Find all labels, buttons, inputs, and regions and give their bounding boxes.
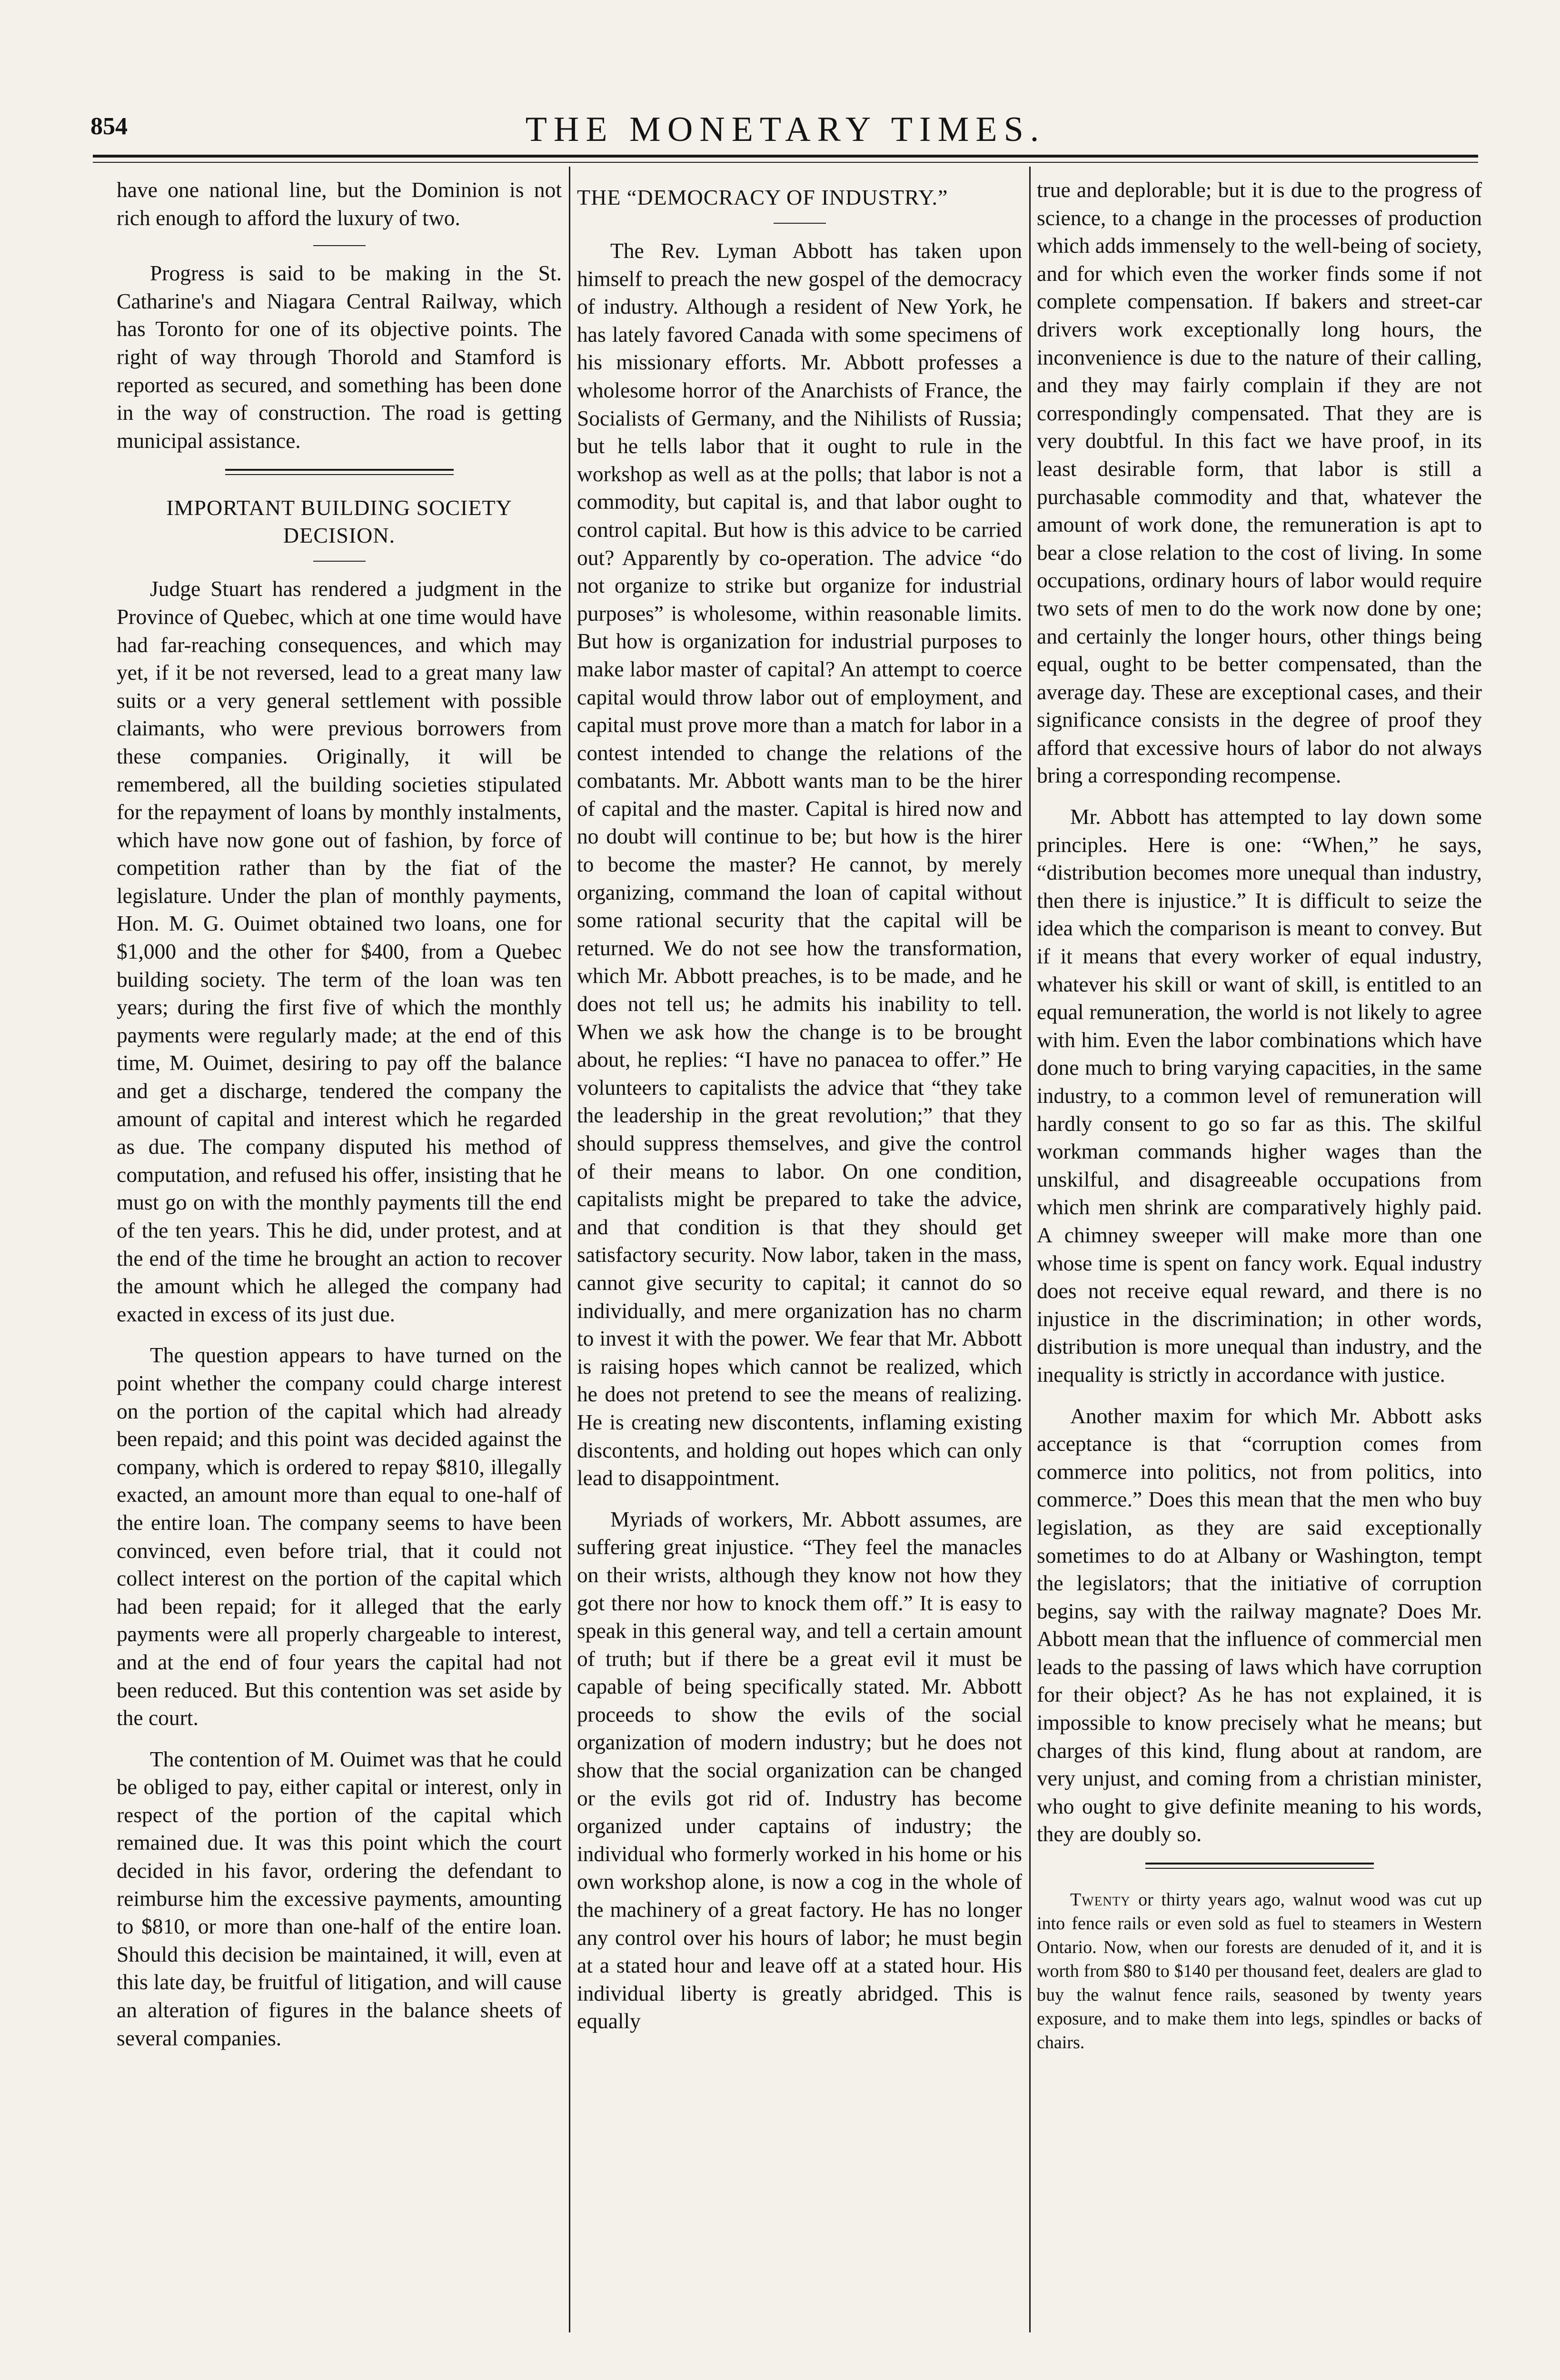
- paragraph: The question appears to have turned on the point whether the company could charge interest on the portion of the capital which had already been repaid; and this point was decided against the company, which is ordered to repay $810, illegally exacted, an amount more than equal to one-half of the entire loan. The company seems to have been convinced, even before trial, that it could not collect interest on the portion of the capital which had been repaid; for it alleged that the early payments were all properly chargeable to interest, and at the end of four years the capital had not been reduced. But this contention was set aside by the court.: [117, 1343, 562, 1730]
- column-divider-2: [1029, 167, 1031, 2332]
- paragraph: The Rev. Lyman Abbott has taken upon himself to preach the new gospel of the democracy of industry. Although a resident of New York, he has lately favored Canada with some specimens of his missionary efforts. Mr. Abbott professes a wholesome horror of the Anarchists of France, the Socialists of Germany, and the Nihilists of Russia; but he tells labor that it ought to rule in the workshop as well as at the polls; that labor is not a commodity, but capital is, and that labor ought to control capital. But how is this advice to be carried out? Apparently by co-operation. The advice “do not organize to strike but organize for industrial purposes” is wholesome, within reasonable limits. But how is organization for industrial purposes to make labor master of capital? An attempt to coerce capital would throw labor out of employment, and capital must prove more than a match for labor in a contest intended to change the relations of the combatants. Mr. Abbott wants man to be the hirer of capital and the master. Capital is hired now and no doubt will continue to be; but how is the hirer to become the master? He cannot, by merely organizing, command the loan of capital without some rational security that the capital will be returned. We do not see how the transformation, which Mr. Abbott preaches, is to be made, and he does not tell us; he admits his inability to tell. When we ask how the change is to be brought about, he replies: “I have no panacea to offer.” He volunteers to capitalists the advice that “they take the leadership in the great revolution;” that they should suppress themselves, and give the control of their means to labor. On one condition, capitalists might be prepared to take the advice, and that condition is that they should get satisfactory security. Now labor, taken in the mass, cannot give security to capital; it cannot do so individually, and mere organization has no charm to invest it with the power. We fear that Mr. Abbott is raising hopes which cannot be realized, which he does not pretend to see the means of realizing. He is creating new discontents, inflaming existing discontents, and holding out hopes which can only lead to disappointment.: [577, 238, 1022, 1490]
- article-divider: [1145, 1863, 1374, 1869]
- column-2: [577, 176, 1022, 2328]
- separator-rule: [313, 245, 366, 246]
- separator-rule: [774, 223, 826, 224]
- article-heading-democracy-of-industry: THE “DEMOCRACY OF INDUSTRY.”: [577, 185, 948, 209]
- paragraph: Myriads of workers, Mr. Abbott assumes, are suffering great injustice. “They feel the manacles on their wrists, although they know not how they got there nor how to knock them off.” It is easy to speak in this general way, and tell a certain amount of truth; but if there be a great evil it must be capable of being specifically stated. Mr. Abbott proceeds to show the evils of the social organization of modern industry; but he does not show that the social organization can be changed or the evils got rid of. Industry has become organized under captains of industry; the individual who formerly worked in his home or his own workshop alone, is now a cog in the whole of the machinery of a great factory. He has no longer any control over his hours of labor; he must begin at a stated hour and leave off at a stated hour. His individual liberty is greatly abridged. This is equally: [577, 1507, 1022, 2033]
- walnut-note: [1037, 1888, 1482, 2054]
- paper-title: THE MONETARY TIMES.: [525, 110, 1046, 149]
- article-heading-building-society: IMPORTANT BUILDING SOCIETY DECISION.: [166, 496, 512, 548]
- separator-rule: [313, 561, 366, 562]
- note-paragraph: [1037, 1888, 1482, 2054]
- paragraph-continued: have one national line, but the Dominion is not rich enough to afford the luxury of two.: [117, 178, 562, 230]
- masthead: [90, 109, 1481, 148]
- paragraph: Another maxim for which Mr. Abbott asks acceptance is that “corruption comes from commerce into politics, not from politics, into commerce.” Does this mean that the men who buy legislation, as they are said exceptionally sometimes to do at Albany or Washington, tempt the legislators; that the initiative of corruption begins, say with the railway magnate? Does Mr. Abbott mean that the influence of commercial men leads to the passing of laws which have corruption for their object? As he has not explained, it is impossible to know precisely what he means; but charges of this kind, flung about at random, are very unjust, and coming from a christian minister, who ought to give definite meaning to his words, they are doubly so.: [1037, 1403, 1482, 1846]
- column-3: [1037, 176, 1482, 2328]
- column-1: [117, 176, 562, 2328]
- paragraph: Judge Stuart has rendered a judgment in the Province of Quebec, which at one time would have had far-reaching consequences, and which may yet, if it be not reversed, lead to a great many law suits or a very general settlement with possible claimants, who were previous borrowers from these companies. Originally, it will be remembered, all the building societies stipulated for the repayment of loans by monthly instalments, which have now gone out of fashion, by force of competition rather than by the fiat of the legislature. Under the plan of monthly payments, Hon. M. G. Ouimet obtained two loans, one for $1,000 and the other for $400, from a Quebec building society. The term of the loan was ten years; during the first five of which the monthly payments were regularly made; at the end of this time, M. Ouimet, desiring to pay off the balance and get a discharge, tendered the company the amount of capital and interest which he regarded as due. The company disputed his method of computation, and refused his offer, insisting that he must go on with the monthly payments till the end of the ten years. This he did, under protest, and at the end of the time he brought an action to recover the amount which he alleged the company had exacted in excess of its just due.: [117, 576, 562, 1326]
- header-rule: [93, 155, 1478, 158]
- page-number: 854: [90, 113, 128, 140]
- paragraph-railway: Progress is said to be making in the St. Catharine's and Niagara Central Railway, which has Toronto for one of its objective points. The right of way through Thorold and Stamford is reported as secured, and something has been done in the way of construction. The road is getting municipal assistance.: [117, 261, 562, 453]
- column-divider-1: [569, 167, 570, 2332]
- paragraph: Mr. Abbott has attempted to lay down some principles. Here is one: “When,” he says, “distribution becomes more unequal than industry, then there is injustice.” It is difficult to seize the idea which the comparison is meant to convey. But if it means that every worker of equal industry, whatever his skill or want of skill, is entitled to an equal remuneration, the world is not likely to agree with him. Even the labor combinations which have done much to bring varying capacities, in the same industry, to a common level of remuneration will hardly consent to go so far as this. The skilful workman commands higher wages than the unskilful, and disagreeable occupations from which men shrink are comparatively highly paid. A chimney sweeper will make more than one whose time is spent on fancy work. Equal industry does not receive equal reward, and there is no injustice in the discrimination; in other words, distribution is more unequal than industry, and the inequality is strictly in accordance with justice.: [1037, 804, 1482, 1387]
- note-lead-word: Twenty: [1070, 1890, 1131, 1910]
- header-rule-thin: [93, 162, 1478, 163]
- note-text: or thirty years ago, walnut wood was cut up into fence rails or even sold as fuel to steamers in Western Ontario. Now, when our forests are denuded of it, and it is worth from $80 to $140 per thousand feet, dealers are glad to buy the walnut fence rails, seasoned by twenty years exposure, and to make them into legs, spindles or backs of chairs.: [1037, 1890, 1482, 2053]
- paragraph: The contention of M. Ouimet was that he could be obliged to pay, either capital or interest, only in respect of the portion of the capital which remained due. It was this point which the court decided in his favor, ordering the defendant to reimburse him the excessive payments, amounting to $810, or more than one-half of the entire loan. Should this decision be maintained, it will, even at this late day, be fruitful of litigation, and will cause an alteration of figures in the balance sheets of several companies.: [117, 1746, 562, 2050]
- article-divider: [225, 469, 454, 475]
- paragraph-continued: true and deplorable; but it is due to the progress of science, to a change in the processes of production which adds immensely to the well-being of society, and for which even the worker finds some if not complete compensation. If bakers and street-car drivers work exceptionally long hours, the inconvenience is due to the nature of their calling, and they may fairly complain if they are not correspondingly compensated. That they are is very doubtful. In this fact we have proof, in its least desirable form, that labor is still a purchasable commodity and that, whatever the amount of work done, the remuneration is apt to bear a close relation to the cost of living. In some occupations, ordinary hours of labor would require two sets of men to do the work now done by one; and certainly the longer hours, other things being equal, ought to be better compensated, than the average day. These are exceptional cases, and their significance consists in the degree of proof they afford that excessive hours of labor do not always bring a corresponding recompense.: [1037, 178, 1482, 788]
